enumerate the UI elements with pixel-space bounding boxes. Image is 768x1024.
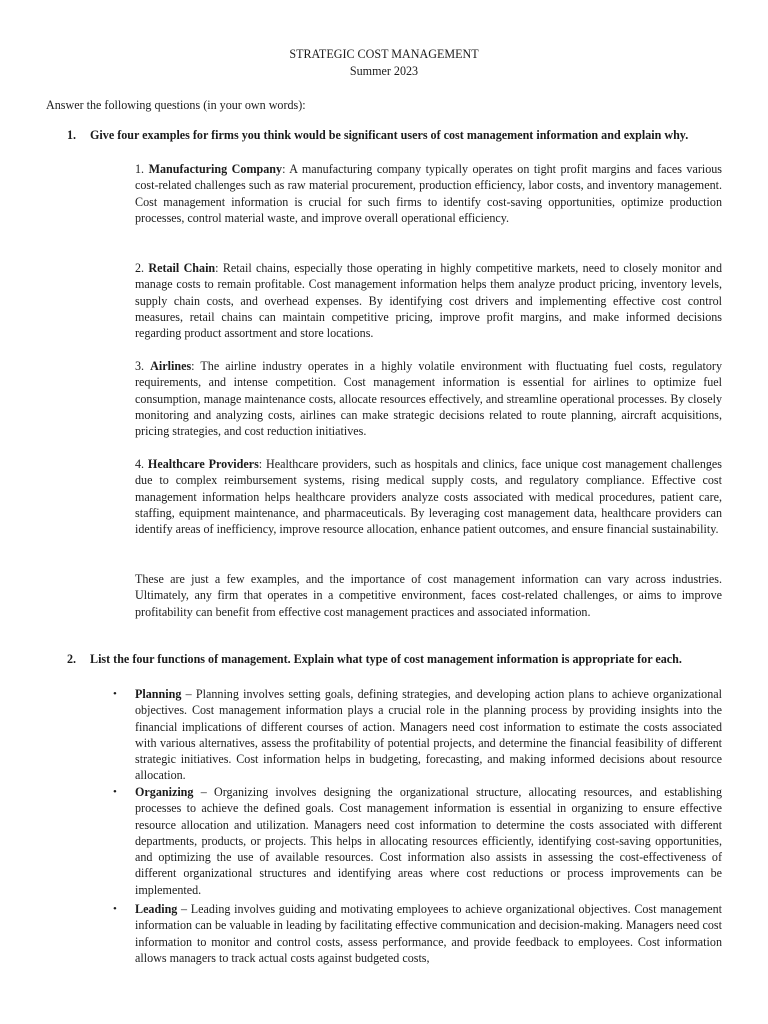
function-planning xyxy=(113,686,722,784)
example-3-label: Airlines xyxy=(150,359,192,373)
question-1-conclusion: These are just a few examples, and the importance of cost management information can vary across industries. Ultimately, any firm that operates in a competitive environment, faces cost-related challenges, or aims to improve profitability can benefit from effective cost management practices and associated information. xyxy=(135,572,722,619)
example-3-text: : The airline industry operates in a highly volatile environment with fluctuating fuel costs, regulatory requirements, and intense competition. Cost management information is essential for airlines to optimize fuel consumption, manage maintenance costs, allocate resources effectively, and streamline operational processes. By closely monitoring and analyzing costs, airlines can make strategic decisions related to route planning, aircraft acquisitions, pricing strategies, and cost reduction initiatives. xyxy=(135,359,722,439)
question-2-text: List the four functions of management. Explain what type of cost management information is appropriate for each. xyxy=(90,652,682,666)
instructions: Answer the following questions (in your own words): xyxy=(46,98,306,112)
function-planning-label: Planning xyxy=(135,687,182,701)
example-1-label: Manufacturing Company xyxy=(148,162,283,176)
function-organizing xyxy=(113,784,722,898)
example-1-prefix: 1. xyxy=(135,162,149,176)
question-1-number: 1. xyxy=(67,128,77,142)
question-1 xyxy=(67,127,723,143)
example-2-prefix: 2. xyxy=(135,261,149,275)
example-4-prefix: 4. xyxy=(135,457,148,471)
document-term: Summer 2023 xyxy=(349,63,419,78)
function-organizing-text: – Organizing involves designing the organizational structure, allocating resources, and establishing processes to achieve the defined goals. Cost management information is essential in organizing to ensure effective resource allocation and utilization. Managers need cost information to determine the costs associated with different departments, products, or projects. This helps in allocating resources efficiently, identifying cost-saving opportunities, and optimizing the use of available resources. Cost information also assists in assessing the cost-effectiveness of different organizational structures and identifying areas where cost reductions or process improvements can be implemented. xyxy=(135,785,722,897)
document-header xyxy=(0,46,768,79)
example-2 xyxy=(135,260,722,341)
example-2-label: Retail Chain xyxy=(148,261,216,275)
bullet-icon: • xyxy=(113,786,117,798)
question-2-number: 2. xyxy=(67,652,77,666)
example-1-text: : A manufacturing company typically operates on tight profit margins and faces various cost-related challenges such as raw material procurement, production efficiency, labor costs, and inventory management. Cost management information is crucial for such firms to identify cost-saving opportunities, optimize production processes, control material waste, and improve overall operational efficiency. xyxy=(135,162,723,225)
example-4-label: Healthcare Providers xyxy=(147,457,259,471)
function-organizing-label: Organizing xyxy=(135,785,194,799)
example-3 xyxy=(135,358,722,439)
example-1 xyxy=(135,161,722,226)
bullet-icon: • xyxy=(113,688,117,700)
function-planning-text: – Planning involves setting goals, defining strategies, and developing action plans to achieve organizational objectives. Cost management information plays a crucial role in the planning process by providing insights into the financial implications of different courses of action. Managers need cost information to estimate the costs associated with various alternatives, assess the profitability of potential projects, and determine the financial feasibility of different strategic initiatives. Cost information helps in budgeting, forecasting, and making informed decisions about resource allocation. xyxy=(135,687,722,783)
example-4 xyxy=(135,456,722,537)
question-2 xyxy=(67,651,723,667)
function-leading-label: Leading xyxy=(135,902,178,916)
function-leading-text: – Leading involves guiding and motivating employees to achieve organizational objectives. Cost management information can be valuable in leading by facilitating effective communication and decision-making. Managers need cost information to monitor and control costs, assess performance, and provide feedback to employees. Cost information allows managers to track actual costs against budgeted costs, xyxy=(135,902,722,965)
bullet-icon: • xyxy=(113,903,117,915)
function-leading xyxy=(113,901,722,966)
question-1-text: Give four examples for firms you think would be significant users of cost management information and explain why. xyxy=(90,128,689,142)
example-3-prefix: 3. xyxy=(135,359,151,373)
example-4-text: : Healthcare providers, such as hospitals and clinics, face unique cost management challenges due to complex reimbursement systems, rising medical supply costs, and regulatory compliance. Effective cost management information helps healthcare providers analyze costs associated with medical procedures, patient care, staffing, equipment maintenance, and pharmaceuticals. By leveraging cost management data, healthcare providers can identify areas of inefficiency, improve resource allocation, enhance patient outcomes, and ensure financial sustainability. xyxy=(135,457,722,537)
document-title: STRATEGIC COST MANAGEMENT xyxy=(289,47,479,61)
example-2-text: : Retail chains, especially those operating in highly competitive markets, need to closely monitor and manage costs to remain profitable. Cost management information helps them analyze product pricing, inventory levels, supply chain costs, and overhead expenses. By identifying cost drivers and implementing effective cost control measures, retail chains can maintain competitive pricing, improve profit margins, and make informed decisions regarding product assortment and store locations. xyxy=(135,261,723,341)
